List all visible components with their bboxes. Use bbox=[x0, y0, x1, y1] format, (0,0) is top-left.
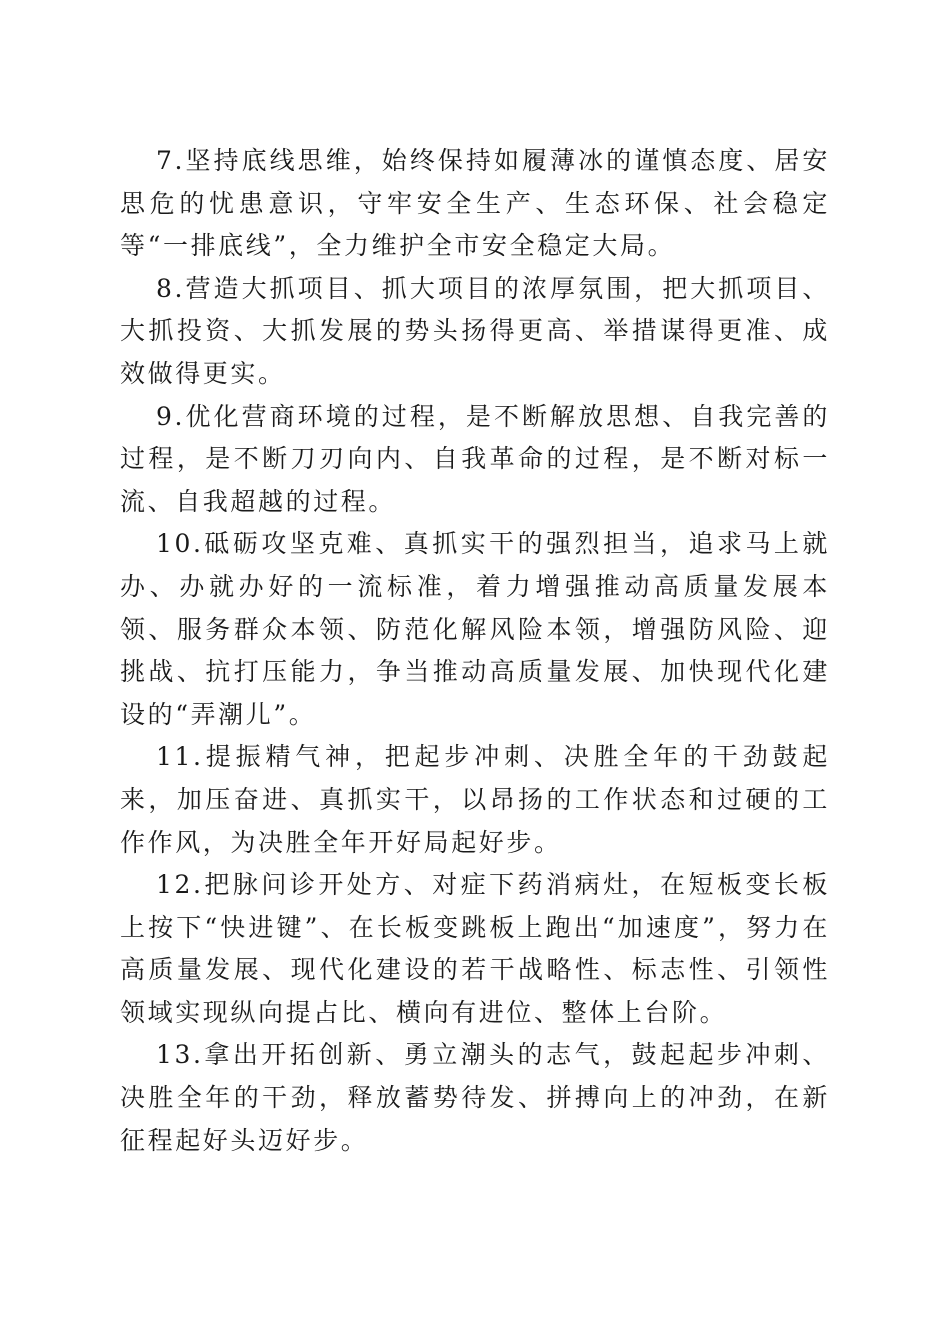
paragraph-7: 7.坚持底线思维，始终保持如履薄冰的谨慎态度、居安思危的忧患意识，守牢安全生产、生态环保、社会稳定等“一排底线”，全力维护全市安全稳定大局。 bbox=[120, 146, 830, 261]
paragraph-11: 11.提振精气神，把起步冲刺、决胜全年的干劲鼓起来，加压奋进、真抓实干，以昂扬的工作状态和过硬的工作作风，为决胜全年开好局起好步。 bbox=[120, 742, 830, 857]
paragraph-13: 13.拿出开拓创新、勇立潮头的志气，鼓起起步冲刺、决胜全年的干劲，释放蓄势待发、拼搏向上的冲劲，在新征程起好头迈好步。 bbox=[120, 1040, 830, 1155]
paragraph-8: 8.营造大抓项目、抓大项目的浓厚氛围，把大抓项目、大抓投资、大抓发展的势头扬得更高、举措谋得更准、成效做得更实。 bbox=[120, 273, 830, 388]
document-body bbox=[120, 140, 830, 1162]
paragraph-9: 9.优化营商环境的过程，是不断解放思想、自我完善的过程，是不断刀刃向内、自我革命的过程，是不断对标一流、自我超越的过程。 bbox=[120, 401, 830, 516]
paragraph-12: 12.把脉问诊开处方、对症下药消病灶，在短板变长板上按下“快进键”、在长板变跳板上跑出“加速度”，努力在高质量发展、现代化建设的若干战略性、标志性、引领性领域实现纵向提占比、横向有进位、整体上台阶。 bbox=[120, 870, 830, 1027]
paragraph-10: 10.砥砺攻坚克难、真抓实干的强烈担当，追求马上就办、办就办好的一流标准，着力增强推动高质量发展本领、服务群众本领、防范化解风险本领，增强防风险、迎挑战、抗打压能力，争当推动高质量发展、加快现代化建设的“弄潮儿”。 bbox=[120, 529, 830, 729]
